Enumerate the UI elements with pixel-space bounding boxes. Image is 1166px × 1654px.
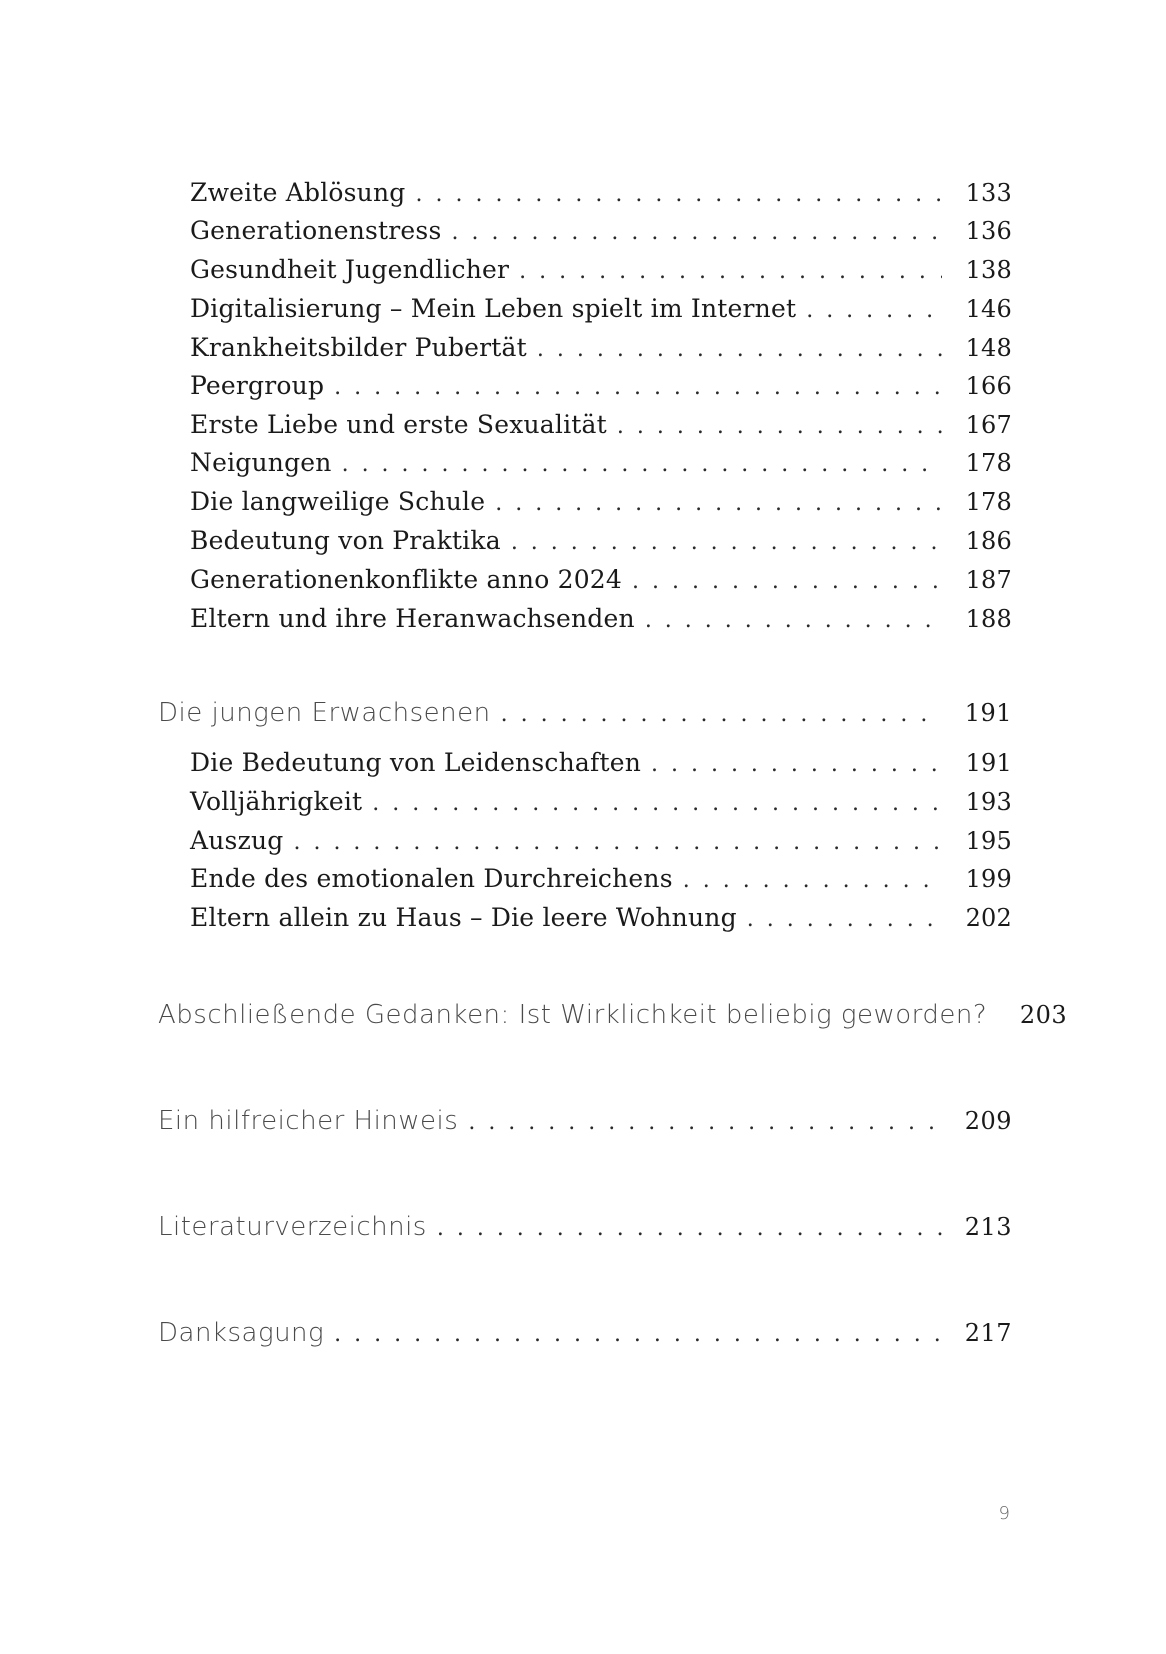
toc-entry (190, 864, 1012, 904)
toc-entry-page: 136 (965, 217, 1012, 245)
toc-chapter-page: 209 (964, 1107, 1012, 1135)
toc-entry (190, 255, 1012, 295)
toc-chapter-title: Die jungen Erwachsenen (158, 698, 491, 728)
toc-chapter-page: 213 (964, 1213, 1012, 1241)
toc-entry-page: 202 (965, 904, 1012, 932)
toc-chapter-page: 191 (964, 699, 1012, 727)
dot-leader (645, 608, 942, 633)
toc-entry-page: 166 (965, 372, 1012, 400)
dot-leader (452, 220, 943, 245)
dot-leader (806, 298, 942, 323)
toc-entry-title: Auszug (190, 826, 284, 855)
toc-entry-title: Digitalisierung – Mein Leben spielt im Internet (190, 294, 797, 323)
toc-entry-title: Gesundheit Jugendlicher (190, 255, 510, 284)
dot-leader (468, 1110, 942, 1135)
dot-leader (495, 491, 942, 516)
toc-entry-title: Eltern allein zu Haus – Die leere Wohnung (190, 903, 737, 932)
toc-chapter (158, 1318, 1012, 1358)
dot-leader (519, 259, 942, 284)
toc-chapter (158, 1000, 1068, 1040)
toc-entry-page: 186 (965, 527, 1012, 555)
toc-entry-page: 148 (965, 334, 1012, 362)
toc-entry-title: Eltern und ihre Heranwachsenden (190, 604, 635, 633)
dot-leader (293, 830, 942, 855)
toc-entry-page: 178 (965, 449, 1012, 477)
toc-entry (190, 178, 1012, 218)
dot-leader (372, 791, 942, 816)
toc-entry (190, 333, 1012, 373)
toc-entry (190, 903, 1012, 943)
toc-entry-title: Volljährigkeit (190, 787, 363, 816)
toc-entry-title: Generationenstress (190, 216, 442, 245)
dot-leader (537, 337, 942, 362)
toc-entry (190, 410, 1012, 450)
toc-entry-page: 187 (965, 566, 1012, 594)
page-number: 9 (998, 1503, 1010, 1524)
toc-chapter-title: Literaturverzeichnis (158, 1212, 427, 1242)
toc-entry (190, 294, 1012, 334)
toc-entry-title: Generationenkonflikte anno 2024 (190, 565, 623, 594)
toc-entry (190, 787, 1012, 827)
toc-entry-title: Neigungen (190, 448, 332, 477)
dot-leader (334, 1322, 942, 1347)
toc-chapter (158, 698, 1012, 738)
toc-entry-page: 191 (965, 749, 1012, 777)
toc-chapter (158, 1212, 1012, 1252)
toc-entry (190, 748, 1012, 788)
toc-entry (190, 565, 1012, 605)
toc-entry (190, 826, 1012, 866)
toc-chapter-title: Abschließende Gedanken: Ist Wirklichkeit beliebig geworden? (158, 1000, 988, 1030)
toc-entry-page: 167 (965, 411, 1012, 439)
dot-leader (651, 752, 942, 777)
toc-entry-page: 188 (965, 605, 1012, 633)
dot-leader (747, 907, 942, 932)
toc-entry-title: Zweite Ablösung (190, 178, 406, 207)
dot-leader (501, 702, 942, 727)
toc-entry-title: Die Bedeutung von Leidenschaften (190, 748, 641, 777)
dot-leader (511, 530, 942, 555)
toc-entry-title: Die langweilige Schule (190, 487, 486, 516)
toc-entry (190, 487, 1012, 527)
toc-entry-page: 133 (965, 179, 1012, 207)
toc-entry-title: Erste Liebe und erste Sexualität (190, 410, 607, 439)
toc-entry-page: 199 (965, 865, 1012, 893)
dot-leader (334, 375, 942, 400)
toc-entry (190, 604, 1012, 644)
toc-entry-page: 193 (965, 788, 1012, 816)
toc-chapter (158, 1106, 1012, 1146)
toc-chapter-title: Ein hilfreicher Hinweis (158, 1106, 459, 1136)
toc-entry-page: 138 (965, 256, 1012, 284)
toc-entry (190, 448, 1012, 488)
toc-entry (190, 216, 1012, 256)
toc-entry (190, 526, 1012, 566)
dot-leader (342, 452, 942, 477)
toc-chapter-page: 217 (964, 1319, 1012, 1347)
toc-entry-title: Peergroup (190, 371, 325, 400)
toc-entry-page: 195 (965, 827, 1012, 855)
dot-leader (416, 182, 943, 207)
toc-entry-title: Bedeutung von Praktika (190, 526, 501, 555)
toc-entry-title: Krankheitsbilder Pubertät (190, 333, 527, 362)
toc-entry-page: 178 (965, 488, 1012, 516)
toc-entry-title: Ende des emotionalen Durchreichens (190, 864, 673, 893)
toc-entry-page: 146 (965, 295, 1012, 323)
dot-leader (437, 1216, 942, 1241)
toc-chapter-title: Danksagung (158, 1318, 325, 1348)
toc-chapter-page: 203 (1019, 1001, 1068, 1029)
dot-leader (632, 569, 942, 594)
toc-entry (190, 371, 1012, 411)
dot-leader (617, 414, 942, 439)
dot-leader (683, 868, 942, 893)
